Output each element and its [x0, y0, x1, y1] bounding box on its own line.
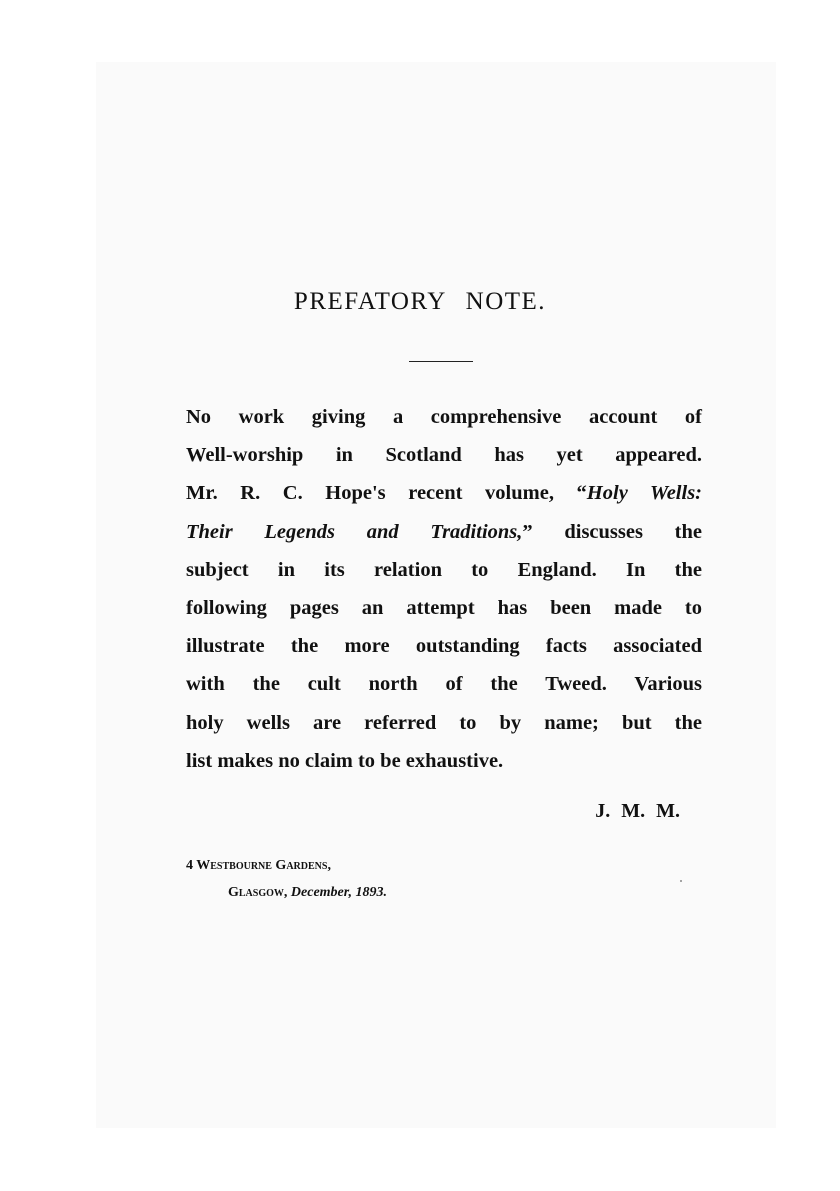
author-initials: J. M. M.	[595, 800, 680, 822]
paragraph-line: subject in its relation to England. In the	[186, 558, 702, 581]
paragraph-line: following pages an attempt has been made to	[186, 596, 702, 619]
paper-speck	[680, 880, 682, 882]
paragraph-line	[186, 474, 702, 512]
address-block	[186, 852, 387, 906]
book-title-part: Their Legends and Traditions,	[186, 520, 523, 543]
paragraph-text: ” discusses the	[522, 520, 703, 543]
prefatory-paragraph	[186, 398, 702, 780]
address-place-date	[186, 879, 387, 906]
paragraph-line: Well-worship in Scotland has yet appeared.	[186, 444, 702, 467]
paragraph-text: Mr. R. C. Hope's recent volume, “	[186, 482, 587, 505]
paragraph-line: No work giving a comprehensive account of	[186, 406, 702, 428]
address-date: December, 1893.	[290, 885, 387, 900]
paragraph-line	[186, 513, 702, 551]
page-title: PREFATORY NOTE.	[293, 288, 547, 315]
address-street: 4 Westbourne Gardens,	[186, 858, 331, 873]
paragraph-line: list makes no claim to be exhaustive.	[186, 749, 504, 772]
book-title-part: Holy Wells:	[586, 482, 702, 505]
paragraph-line: illustrate the more outstanding facts associated	[186, 635, 702, 658]
title-rule	[409, 361, 473, 362]
address-city: Glasgow,	[228, 885, 288, 900]
paragraph-line: with the cult north of the Tweed. Various	[186, 673, 702, 696]
paragraph-line: holy wells are referred to by name; but the	[186, 711, 702, 734]
